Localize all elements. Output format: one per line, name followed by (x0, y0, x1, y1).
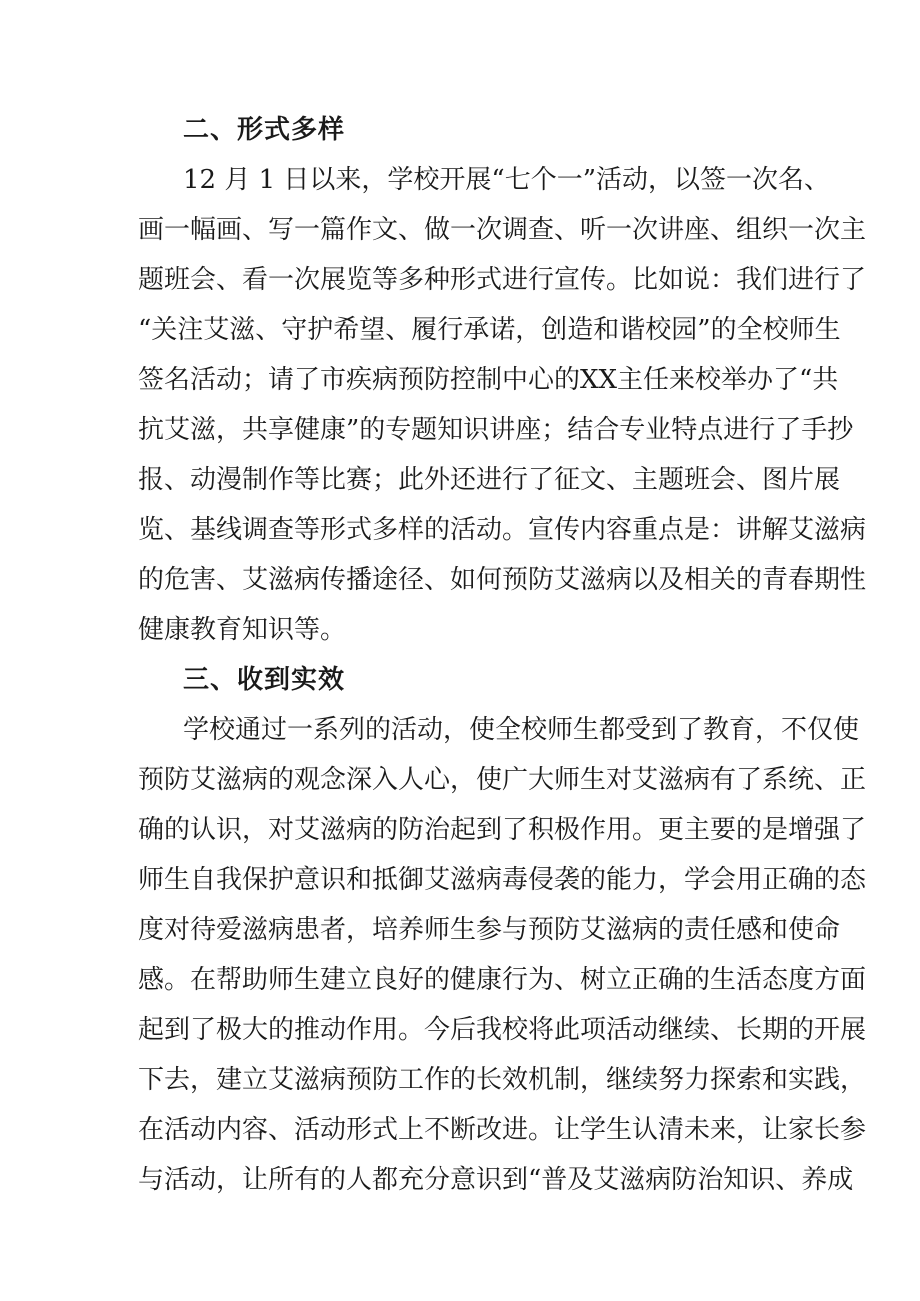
paragraph-line: 预防艾滋病的观念深入人心，使广大师生对艾滋病有了系统、正 (138, 765, 867, 795)
section-heading-2: 二、形式多样 (183, 115, 346, 145)
paragraph-line: 签名活动；请了市疾病预防控制中心的XX主任来校举办了“共 (138, 365, 839, 395)
paragraph-line: 学校通过一系列的活动，使全校师生都受到了教育，不仅使 (183, 715, 860, 745)
paragraph-line: 下去，建立艾滋病预防工作的长效机制，继续努力探索和实践， (138, 1065, 867, 1095)
paragraph-line: 在活动内容、活动形式上不断改进。让学生认清未来，让家长参 (138, 1115, 867, 1145)
paragraph-line: 与活动，让所有的人都充分意识到“普及艾滋病防治知识、养成 (138, 1165, 854, 1195)
paragraph-line: 题班会、看一次展览等多种形式进行宣传。比如说：我们进行了 (138, 265, 867, 295)
paragraph-line: 起到了极大的推动作用。今后我校将此项活动继续、长期的开展 (138, 1015, 867, 1045)
paragraph-line: 画一幅画、写一篇作文、做一次调查、听一次讲座、组织一次主 (138, 215, 867, 245)
paragraph-line: 览、基线调查等形式多样的活动。宣传内容重点是：讲解艾滋病 (138, 515, 867, 545)
paragraph-line: 度对待爱滋病患者，培养师生参与预防艾滋病的责任感和使命 (138, 915, 841, 945)
paragraph-line: 感。在帮助师生建立良好的健康行为、树立正确的生活态度方面 (138, 965, 867, 995)
paragraph-line: 确的认识，对艾滋病的防治起到了积极作用。更主要的是增强了 (138, 815, 867, 845)
paragraph-line: 12 月 1 日以来，学校开展“七个一”活动，以签一次名、 (183, 165, 831, 195)
paragraph-line: 报、动漫制作等比赛；此外还进行了征文、主题班会、图片展 (138, 465, 841, 495)
paragraph-line: 的危害、艾滋病传播途径、如何预防艾滋病以及相关的青春期性 (138, 565, 867, 595)
paragraph-line: 抗艾滋，共享健康”的专题知识讲座；结合专业特点进行了手抄 (138, 415, 854, 445)
paragraph-line: 健康教育知识等。 (138, 615, 347, 645)
paragraph-line: “关注艾滋、守护希望、履行承诺，创造和谐校园”的全校师生 (138, 315, 841, 345)
paragraph-line: 师生自我保护意识和抵御艾滋病毒侵袭的能力，学会用正确的态 (138, 865, 867, 895)
section-heading-3: 三、收到实效 (183, 665, 346, 695)
